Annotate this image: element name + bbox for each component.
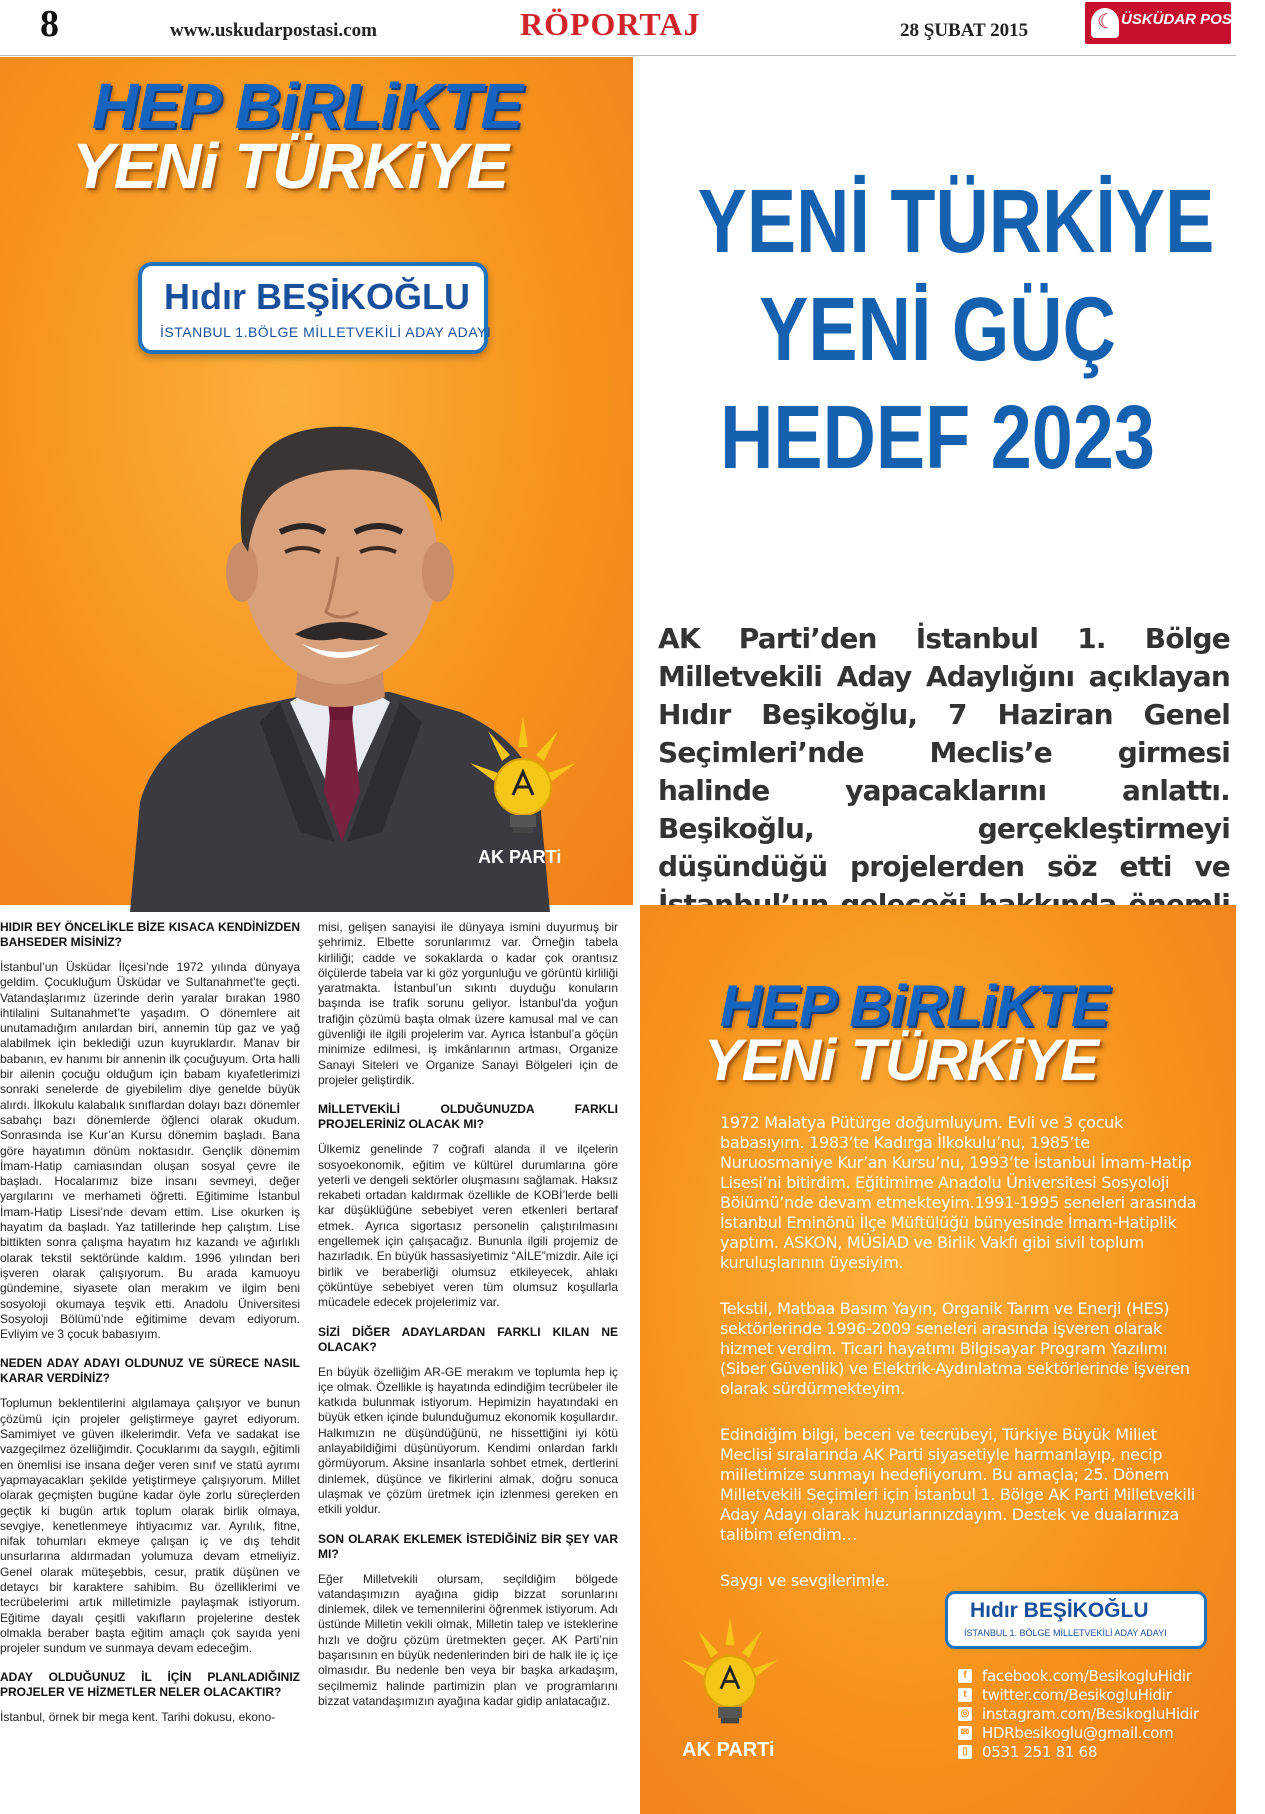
- question-heading: NEDEN ADAY ADAYI OLDUNUZ VE SÜRECE NASIL KARAR VERDİNİZ?: [0, 1356, 300, 1386]
- headline-line3: HEDEF 2023: [720, 388, 1155, 488]
- main-headline: [645, 168, 1230, 492]
- flag-icon: [1091, 8, 1119, 38]
- candidate-name: Hıdır BEŞİKOĞLU: [164, 276, 471, 317]
- answer-paragraph: misi, gelişen sanayisi ile dünyaya ismini duyurmuş bir şehrimiz. Elbette sorunlarımız var. Örneğin tabela kirliliği; cadde ve sokaklarda o kadar çok orantısız ölçülerde tabela var ki göz yorgunluğu ve görüntü kirliliği yaratmakta. İstanbul’un sıkıntı duyduğu konuların başında ise trafik sorunu geliyor. İstanbul’da yoğun trafiğin çözümü başta olmak üzere kamusal mal ve can güvenliği ile ilgili projelerim var. Ayrıca İstanbul’a göçün minimize edilmesi, iş imkânlarının artması, Organize Sanayi Siteleri ve Organize Sanayi Bölgeleri için de projeler geliştirdik.: [318, 920, 618, 1087]
- party-label: AK PARTi: [478, 847, 562, 867]
- bio-closing: Saygı ve sevgilerimle.: [720, 1571, 890, 1590]
- answer-paragraph: En büyük özelliğim AR-GE merakım ve toplumla hep iç içe olmak. Özellikle iş hayatında edindiğim tecrübeler ile katkıda bulunmak istiyorum. Hepimizin hayatındaki en büyük etken içinde bulunduğumuz ekonomik koşullardır. Halkımızın ne düşündüğünü, ne hissettiğini iyi kötü anlayabildiğimi düşünüyorum. Kendimi onlardan farklı görmüyorum. Aksine insanlarla sohbet etmek, dertlerini dinlemek, düşünce ve fikirlerini almak, doğru sonuca ulaşmak ve çözüm üretmek için izlenmesi gereken en etkili yoldur.: [318, 1364, 618, 1517]
- bio-name-box: [945, 1591, 1207, 1649]
- issue-date: 28 ŞUBAT 2015: [900, 20, 1029, 41]
- answer-paragraph: İstanbul, örnek bir mega kent. Tarihi dokusu, ekono-: [0, 1710, 276, 1725]
- mail-icon: ✉: [958, 1726, 972, 1740]
- headline-line1: YENİ TÜRKİYE: [697, 172, 1215, 272]
- contact-text: facebook.com/BesikogluHidir: [982, 1667, 1192, 1685]
- bio-paragraph: Edindiğim bilgi, beceri ve tecrübeyi, Türkiye Büyük Millet Meclisi sıralarında AK Parti siyasetiyle harmanlayıp, necip milletimize sunmayı hedefliyorum. Bu amaçla; 25. Dönem Milletvekili Seçimleri için İstanbul 1. Bölge AK Parti Milletvekili Aday Adayı olarak huzurlarınızdayım. Destek ve dualarınıza talibim efendim…: [720, 1425, 1195, 1544]
- instagram-icon: ◎: [958, 1707, 972, 1721]
- website-url[interactable]: www.uskudarpostasi.com: [170, 20, 377, 41]
- bio-candidate-name: Hıdır BEŞİKOĞLU: [970, 1599, 1149, 1622]
- contact-facebook[interactable]: [958, 1667, 1218, 1686]
- bio-panel: [640, 905, 1236, 1814]
- bio-candidate-title: İSTANBUL 1. BÖLGE MİLLETVEKİLİ ADAY ADAYI: [964, 1628, 1167, 1638]
- twitter-icon: t: [958, 1688, 972, 1702]
- contact-email[interactable]: [958, 1724, 1218, 1743]
- candidate-name-box: [138, 262, 492, 354]
- headline-line2: YENİ GÜÇ: [759, 280, 1116, 380]
- slogan-line2: YENi TÜRKiYE: [72, 130, 509, 202]
- page-number: 8: [40, 3, 59, 45]
- answer-paragraph: Toplumun beklentilerini algılamaya çalışıyor ve bunun çözümü için projeler geliştirmeye gayret ediyorum. Samimiyet ve güven ilkelerimdir. Vefa ve sadakat ise vazgeçilmez özelliğimdir. Çocuklarımı da saygılı, eğitimli en önemlisi ise insana değer veren sınıf ve statü ayrımı yapmayacakları şekilde yetiştirmeye çalışıyorum. Millet olarak geçmişten bugüne kadar öyle zorlu süreçlerden geçtik ki bugün artık toplum olarak birlik olmaya, sevgiye, kenetlenmeye ihtiyacımız var. Ayrılık, fitne, nifak tohumları ekmeye çalışan iç ve dış tehdit unsurlarına aldırmadan yolumuza devam etmeliyiz. Genel olarak müteşebbis, cesur, pratik düşünen ve detaycı bir karaktere sahibim. Bu özelliklerimi ve tecrübelerimi artık milletimizle paylaşmak istiyorum. Eğitime dayalı çeşitli vakıfların projelerine destek olmakla beraber başta eğitim amaçlı çok sayıda yeni projeler sundum ve sunmaya devam edeceğim.: [0, 1396, 300, 1656]
- bio-paragraph: 1972 Malatya Pütürge doğumluyum. Evli ve 3 çocuk babasıyım. 1983’te Kadırga İlkokulu’nu, 1985’te Nuruosmaniye Kur’an Kursu’nu, 1993’te İstanbul İmam-Hatip Lisesi’ni bitirdim. Eğitimime Anadolu Üniversitesi Sosyoloji Bölümü’nde devam etmekteyim.1991-1995 seneleri arasında İstanbul Eminönü İlçe Müftülüğü bünyesinde İmam-Hatiplik yaptım. ASKON, MÜSİAD ve Birlik Vakfı gibi sivil toplum kuruluşlarının üyesiyim.: [720, 1113, 1197, 1272]
- logo-text: ÜSKÜDAR POSTASI: [1121, 11, 1265, 28]
- answer-paragraph: Ülkemiz genelinde 7 coğrafi alanda il ve ilçelerin sosyoekonomik, eğitim ve kültürel durumlarına göre yeterli ve dengeli sektörler oluşmasını sağlamak. Haksız rekabeti ortadan kaldırmak özellikle de KOBİ’lerde belli kar düşüklüğüne sebebiyet veren etkenleri bertaraf etmek. Ayrıca sigortasız personelin çalıştırılmasını engellemek için çalışacağız. Bununla ilgili projemiz de hazırladık. En büyük hassasiyetimiz “AİLE”mizdir. Aile içi birlik ve beraberliği olumsuz etkileyecek, ahlakı çöküntüye sebebiyet veren tüm olumsuz koşullarla mücadele edecek projelerimiz var.: [318, 1142, 618, 1310]
- bio-slogan-line1: HEP BiRLiKTE: [720, 974, 1109, 1039]
- lead-paragraph: AK Parti’den İstanbul 1. Bölge Milletvekili Aday Adaylığını açıklayan Hıdır Beşikoğlu, 7 Haziran Genel Seçimleri’nde Meclis’e girmesi halinde yapacaklarını anlattı. Beşikoğlu, gerçekleştirmeyi düşündüğü projelerden söz etti ve: [658, 622, 1230, 883]
- contact-text: HDRbesikoglu@gmail.com: [982, 1724, 1174, 1742]
- question-heading: SİZİ DİĞER ADAYLARDAN FARKLI KILAN NE OLACAK?: [318, 1324, 618, 1354]
- contact-instagram[interactable]: [958, 1705, 1218, 1724]
- contact-twitter[interactable]: [958, 1686, 1218, 1705]
- page-header: [0, 0, 1265, 56]
- facebook-icon: f: [958, 1669, 972, 1683]
- ak-parti-logo-icon: [468, 717, 578, 847]
- answer-paragraph: Eğer Milletvekili olursam, seçildiğim bölgede vatandaşımızın ayağına gidip bizzat sorunlarını dinlemek, dilek ve temennilerini öğrenmek istiyorum. Adı üstünde Milletin vekili olmak, Milletin talep ve isteklerine hızlı ve doğru çözüm üretmekten geçer. AK Parti’nin başarısının en büyük nedenlerinden biri de halk ile iç içe olmasıdır. Bu nedenle ben veya bir başka arkadaşım, seçilmemiz halinde partimizin plan ve programlarını bizzat vatandaşımızın ayağına kadar gidip anlatacağız.: [318, 1571, 618, 1708]
- campaign-poster: [0, 57, 633, 905]
- bio-paragraph: Tekstil, Matbaa Basım Yayın, Organik Tarım ve Enerji (HES) sektörlerinde 1996-2009 seneleri arasında işveren olarak hizmet verdim. Ticari hayatımı Bilgisayar Program Yazılımı (Siber Güvenlik) ve Elektrik-Aydınlatma sektörlerinde işveren olarak sürdürmekteyim.: [720, 1299, 1190, 1398]
- section-title: RÖPORTAJ: [520, 6, 701, 42]
- contact-text: instagram.com/BesikogluHidir: [982, 1705, 1199, 1723]
- question-heading: HIDIR BEY ÖNCELİKLE BİZE KISACA KENDİNİZDEN BAHSEDER MİSİNİZ?: [0, 920, 300, 949]
- contact-list: [958, 1667, 1218, 1762]
- contact-text: twitter.com/BesikogluHidir: [982, 1686, 1172, 1704]
- ak-parti-logo-icon: [680, 1617, 780, 1737]
- bio-text: [720, 1113, 1200, 1617]
- contact-phone[interactable]: [958, 1743, 1218, 1762]
- article-column-1: [0, 920, 300, 1740]
- answer-paragraph: İstanbul’un Üsküdar İlçesi’nde 1972 yılında dünyaya geldim. Çocukluğum Üsküdar ve Sultanahmet’te geçti. Vatandaşlarımız üzerinde derin yaralar bırakan 1980 ihtilalini Sultanahmet’te yaşadım. O dönemlere ait unutamadığım anılardan biri, annemin tüp gaz ve yağ alabilmek için beklediği uzun kuyruklardır. Manav bir babanın, ev hanımı bir annenin ilk çocuğuyum. Orta halli bir ailenin çocuğu olduğum için babam kıyafetlerimizi sonraki senelerde de giyebilelim diye genelde büyük alırdı. İlkokulu kalabalık sınıflardan dolayı bazı dönemler sabahçı bazı dönemlerde öğlenci olarak okudum. Sonrasında ise Kur’an Kursu dönemim başladı. Bana göre hayatımın dönüm noktasıdır. Gençlik dönemim İmam-Hatip camiasından oluşan sosyal çevre ile başladı. Hocalarımız bize insanı sevmeyi, değer yargılarını ve merhameti öğretti. Eğitimime İstanbul İmam-Hatip Lisesi’nde devam ettim. Lise okurken iş hayatım da başladı. Yaz tatillerinde hep çalıştım. Lise bittikten sonra çalışma hayatım hız kazandı ve ağırlıklı olarak tekstil sektöründe kaldım. 1996 yılından beri işveren olarak çalışıyorum. Bu arada kamuoyu gündemine, siyasete olan merakım ve ilgim beni sosyoloji okumaya teşvik etti. Anadolu Üniversitesi Sosyoloji Bölümü’nde eğitimime devam ediyorum. Evliyim ve 3 çocuk babasıyım.: [0, 960, 300, 1342]
- question-heading: MİLLETVEKİLİ OLDUĞUNUZDA FARKLI PROJELERİNİZ OLACAK MI?: [318, 1102, 618, 1132]
- slogan-line1: HEP BiRLiKTE: [92, 70, 523, 142]
- article-column-2: [318, 920, 618, 1723]
- contact-text: 0531 251 81 68: [982, 1743, 1098, 1761]
- bio-party-label: AK PARTi: [682, 1739, 775, 1761]
- question-heading: ADAY OLDUĞUNUZ İL İÇİN PLANLADIĞINIZ PROJELER VE HİZMETLER NELER OLACAKTIR?: [0, 1670, 300, 1700]
- question-heading: SON OLARAK EKLEMEK İSTEDİĞİNİZ BİR ŞEY VAR MI?: [318, 1531, 618, 1561]
- phone-icon: ▯: [958, 1745, 972, 1759]
- candidate-title: İSTANBUL 1.BÖLGE MİLLETVEKİLİ ADAY ADAYI: [160, 324, 492, 340]
- newspaper-logo: [1085, 2, 1265, 44]
- bio-slogan-line2: YENi TÜRKiYE: [704, 1028, 1099, 1093]
